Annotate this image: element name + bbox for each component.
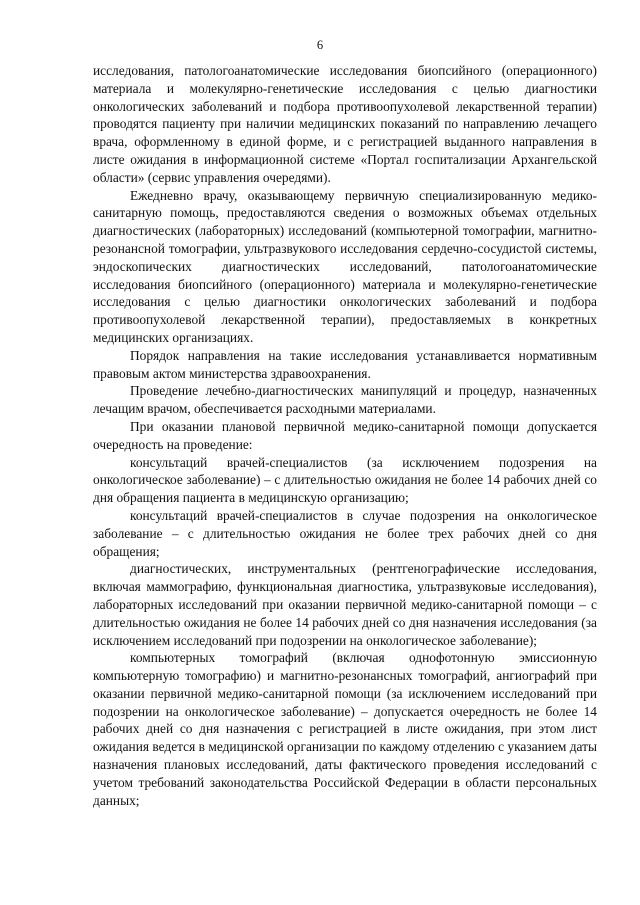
page-number: 6	[316, 38, 324, 52]
document-body	[93, 62, 597, 809]
paragraph-continuation: исследования, патологоанатомические исследования биопсийного (операционного) материала и молекулярно-генетические исследования с целью диагностики онкологических заболеваний и подбора противоопухолевой лекарственной терапии) проводятся пациенту при наличии медицинских показаний по направлению лечащего врача, оформленному в единой форме, и с регистрацией выданного направления в листе ожидания в информационной системе «Портал госпитализации Архангельской области» (сервис управления очередями).	[93, 63, 597, 185]
paragraph-queue-intro: При оказании плановой первичной медико-санитарной помощи допускается очередность на проведение:	[93, 418, 597, 452]
list-item-tomography: компьютерных томографий (включая однофотонную эмиссионную компьютерную томографию) и магнитно-резонансных томографий, ангиографий при оказании первичной медико-санитарной помощи (за исключением исследований при подозрении на онкологическое заболевание) – допускается очередность не более 14 рабочих дней со дня назначения с регистрацией в листе ожидания, при этом лист ожидания ведется в медицинской организации по каждому отделению с указанием даты назначения плановых исследований, даты фактического проведения исследований с учетом требований законодательства Российской Федерации в области персональных данных;	[93, 650, 597, 808]
list-item-oncology-consultations: консультаций врачей-специалистов в случае подозрения на онкологическое заболевание – с длительностью ожидания не более трех рабочих дней со дня обращения;	[93, 507, 597, 559]
list-item-consultations: консультаций врачей-специалистов (за исключением подозрения на онкологическое заболевание) – с длительностью ожидания не более 14 рабочих дней со дня обращения пациента в медицинскую организацию;	[93, 454, 597, 506]
paragraph-daily-info: Ежедневно врачу, оказывающему первичную специализированную медико-санитарную помощь, предоставляются сведения о возможных объемах отдельных диагностических (лабораторных) исследований (компьютерной томографии, магнитно-резонансной томографии, ультразвукового исследования сердечно-сосудистой системы, эндоскопических диагностических исследований, патологоанатомические исследования биопсийного (операционного) материала и молекулярно-генетические исследования с целью диагностики онкологических заболеваний и подбора противоопухолевой лекарственной терапии), предоставляемых в конкретных медицинских организациях.	[93, 187, 597, 345]
paragraph-consumables: Проведение лечебно-диагностических манипуляций и процедур, назначенных лечащим врачом, обеспечивается расходными материалами.	[93, 383, 597, 417]
list-item-diagnostics: диагностических, инструментальных (рентгенографические исследования, включая маммографию, функциональная диагностика, ультразвуковые исследования), лабораторных исследований при оказании первичной медико-санитарной помощи – с длительностью ожидания не более 14 рабочих дней со дня назначения исследования (за исключением исследований при подозрении на онкологическое заболевание);	[93, 561, 597, 648]
paragraph-referral-order: Порядок направления на такие исследования устанавливается нормативным правовым актом министерства здравоохранения.	[93, 347, 597, 381]
